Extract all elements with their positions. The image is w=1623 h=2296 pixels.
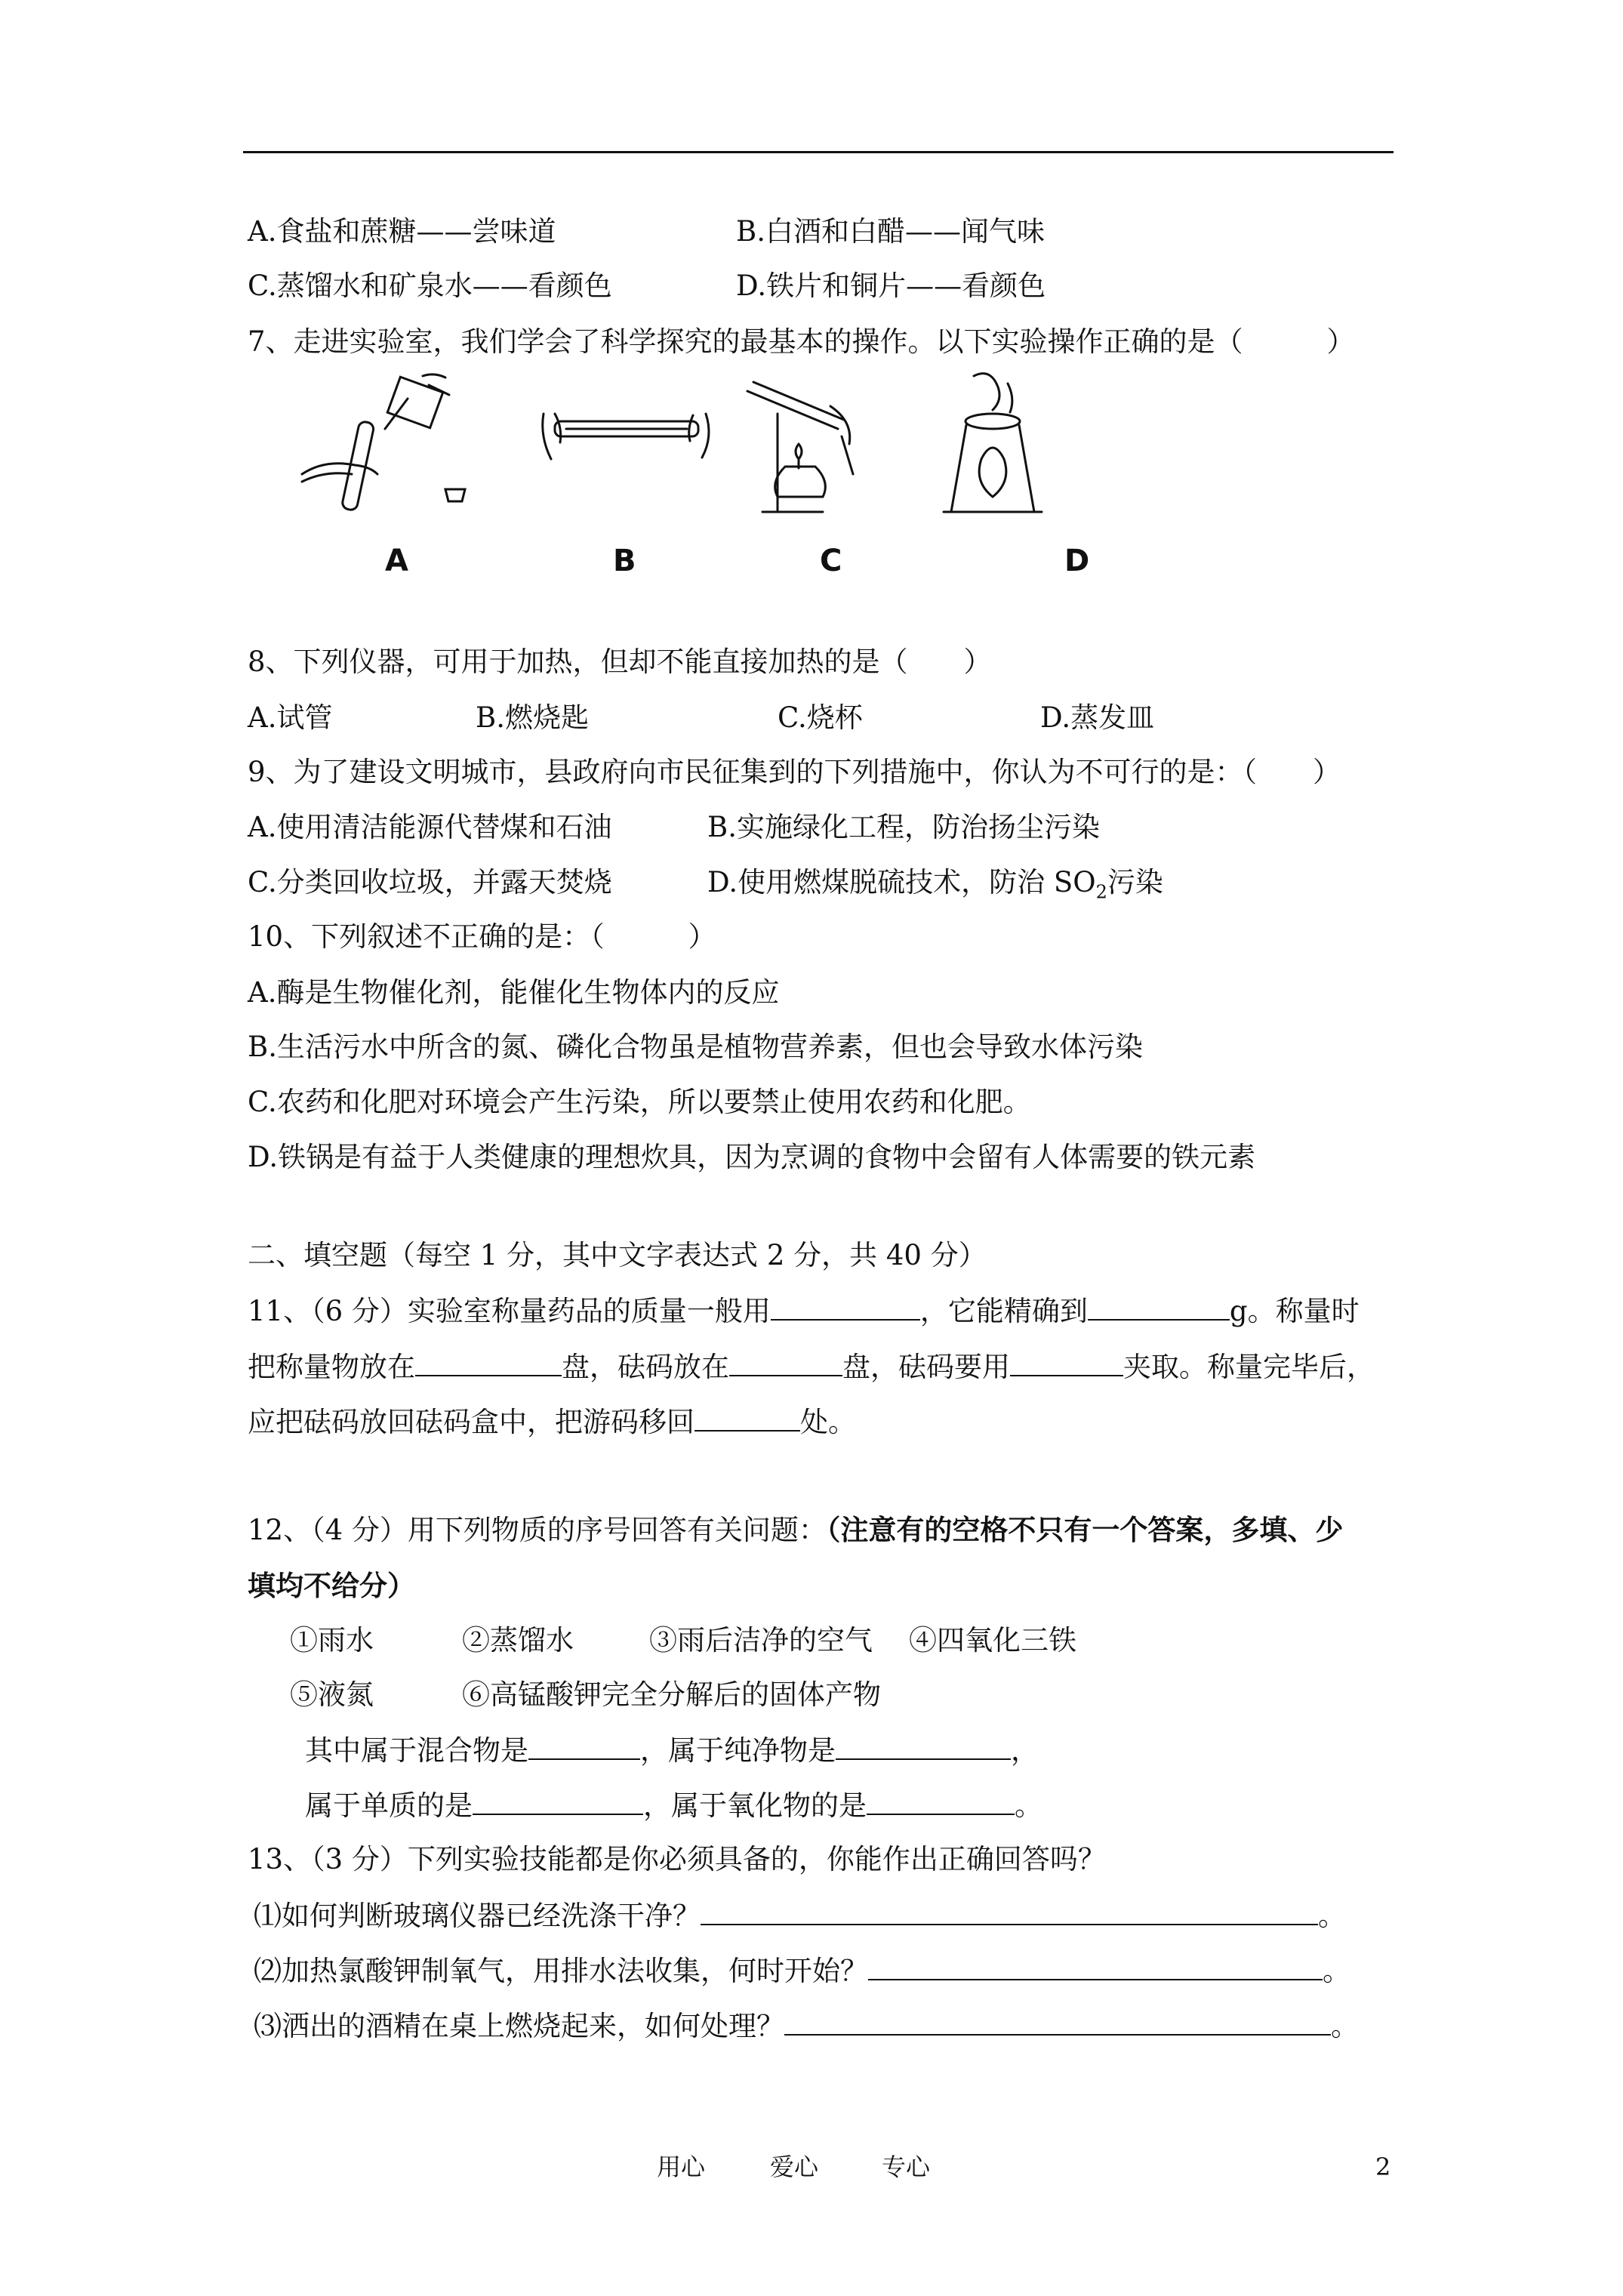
q10-option-a: A.酶是生物催化剂，能催化生物体内的反应 [248,976,780,1009]
q13-sub-1: ⑴如何判断玻璃仪器已经洗涤干净？ 。 [254,1900,1346,1932]
q8-option-d: D.蒸发皿 [1040,701,1155,734]
figure-label-b: B [613,544,636,578]
q13-sub-3: ⑶洒出的酒精在桌上燃烧起来，如何处理？ 。 [254,2010,1359,2042]
q13-blank-3[interactable] [784,2008,1331,2036]
q10-option-d: D.铁锅是有益于人类健康的理想炊具，因为烹调的食物中会留有人体需要的铁元素 [248,1141,1256,1173]
q11-blank-1[interactable] [771,1293,920,1321]
q12-item-4: ④四氧化三铁 [909,1624,1076,1657]
q12-item-1: ①雨水 [290,1624,374,1657]
q11-blank-4[interactable] [729,1349,842,1376]
lab-operations-illustration [294,368,1185,550]
q8-option-b: B.燃烧匙 [476,701,589,734]
q9-option-d: D.使用燃煤脱硫技术，防治 $SO_2$污染 [707,866,1163,903]
q6-option-d: D.铁片和铜片——看颜色 [736,270,1046,302]
q13-blank-2[interactable] [868,1953,1323,1980]
q9-option-c: C.分类回收垃圾，并露天焚烧 [248,866,612,898]
q13-sub-2: ⑵加热氯酸钾制氧气，用排水法收集，何时开始？ 。 [254,1955,1350,1987]
q12-stem: 12、（4 分）用下列物质的序号回答有关问题：（注意有的空格不只有一个答案，多填、少 [248,1513,1344,1546]
q8-stem: 8、下列仪器，可用于加热，但却不能直接加热的是（ ） [248,646,992,678]
q12-blank-mixture[interactable] [528,1733,640,1760]
footer-motto-3: 专心 [882,2153,931,2181]
q12-line-1: 其中属于混合物是 ，属于纯净物是 ， [305,1734,1039,1767]
figure-b-holding-tube [543,414,709,459]
q12-item-2: ②蒸馏水 [462,1624,574,1657]
q9-option-b: B.实施绿化工程，防治扬尘污染 [707,811,1100,843]
q7-figure [294,368,1185,595]
q12-blank-oxide[interactable] [867,1788,1015,1815]
figure-d-evaporating [944,374,1042,512]
page-number: 2 [1375,2153,1391,2181]
q10-stem: 10、下列叙述不正确的是：（ ） [248,920,716,953]
figure-label-c: C [820,544,842,578]
q12-line-2: 属于单质的是 ，属于氧化物的是 。 [305,1789,1042,1822]
q9-option-a: A.使用清洁能源代替煤和石油 [248,811,612,843]
q9-stem: 9、为了建设文明城市，县政府向市民征集到的下列措施中，你认为不可行的是：（ ） [248,756,1341,788]
q10-option-b: B.生活污水中所含的氮、磷化合物虽是植物营养素，但也会导致水体污染 [248,1031,1143,1063]
figure-a-pouring [302,374,465,511]
figure-label-a: A [385,544,408,578]
q12-blank-pure[interactable] [836,1733,1011,1760]
q11-line-2: 把称量物放在 盘，砝码放在 盘，砝码要用 夹取。称量完毕后， [248,1351,1375,1383]
q13-blank-1[interactable] [701,1898,1318,1925]
q11-blank-2[interactable] [1088,1293,1230,1321]
q8-option-a: A.试管 [248,701,333,734]
q11-blank-5[interactable] [1010,1349,1123,1376]
q12-item-6: ⑥高锰酸钾完全分解后的固体产物 [462,1678,881,1711]
footer-motto-2: 爱心 [770,2153,819,2181]
section-2-title: 二、填空题（每空 1 分，其中文字表达式 2 分，共 40 分） [248,1239,987,1271]
q7-stem: 7、走进实验室，我们学会了科学探究的最基本的操作。以下实验操作正确的是（ ） [248,325,1355,358]
q12-blank-element[interactable] [473,1788,643,1815]
figure-c-heating [747,382,853,512]
q8-option-c: C.烧杯 [778,701,863,734]
q12-item-5: ⑤液氮 [290,1678,374,1711]
footer-motto-1: 用心 [657,2153,706,2181]
q11-blank-6[interactable] [694,1404,800,1432]
q12-item-3: ③雨后洁净的空气 [649,1624,873,1657]
q6-option-b: B.白酒和白醋——闻气味 [736,215,1045,248]
q6-option-c: C.蒸馏水和矿泉水——看颜色 [248,270,612,302]
q6-option-a: A.食盐和蔗糖——尝味道 [248,215,556,248]
q11-line-1: 11、（6 分）实验室称量药品的质量一般用 ，它能精确到 g。称量时 [248,1295,1360,1327]
q11-blank-3[interactable] [415,1349,562,1376]
q12-stem-continued: 填均不给分） [248,1569,415,1602]
q13-stem: 13、（3 分）下列实验技能都是你必须具备的，你能作出正确回答吗？ [248,1843,1106,1875]
q10-option-c: C.农药和化肥对环境会产生污染，所以要禁止使用农药和化肥。 [248,1086,1031,1118]
figure-label-d: D [1064,544,1090,578]
header-rule [243,151,1394,153]
q11-line-3: 应把砝码放回砝码盒中，把游码移回 处。 [248,1406,856,1438]
